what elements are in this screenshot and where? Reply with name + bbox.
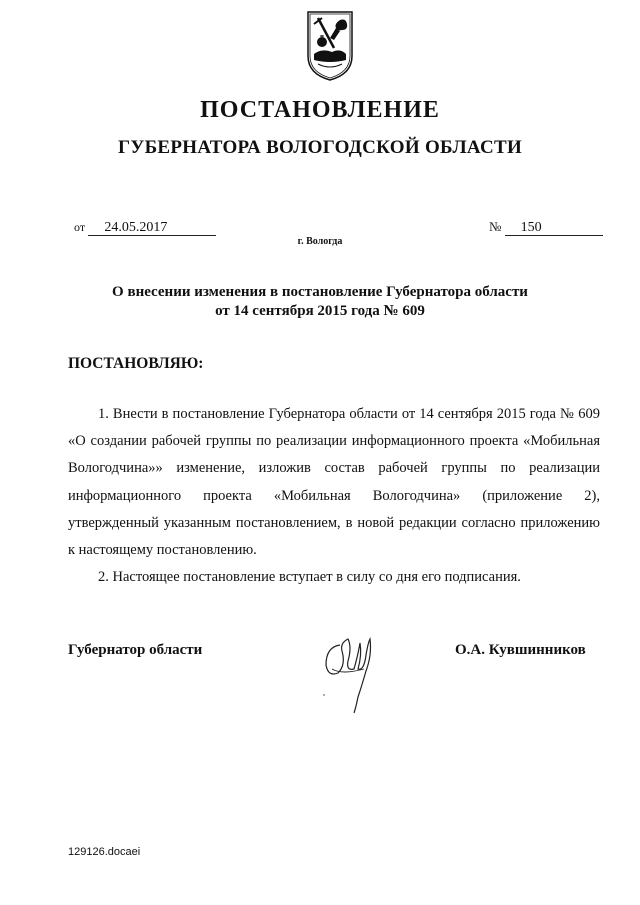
paragraph-1: 1. Внести в постановление Губернатора области от 14 сентября 2015 года № 609 «О создании рабочей группы по реализации информационного проекта «Мобильная Вологодчина»» изменение, изложив состав рабочей группы по реализации информационного проекта «Мобильная Вологодчина» (приложение 2), утвержденный указанным постановлением, в новой редакции согласно приложению к настоящему постановлению. (68, 406, 600, 559)
number-field (489, 219, 603, 236)
handwritten-signature (318, 625, 388, 717)
subject-line-1: О внесении изменения в постановление Губернатора области (112, 284, 528, 300)
document-body (68, 401, 600, 591)
date-value: 24.05.2017 (88, 220, 216, 236)
decree-word: ПОСТАНОВЛЯЮ: (68, 355, 204, 372)
number-label: № (489, 219, 502, 234)
signatory-name: О.А. Кувшинников (455, 642, 586, 658)
city-label: г. Вологда (297, 236, 343, 247)
document-subject (0, 283, 640, 321)
document-title: ПОСТАНОВЛЕНИЕ (200, 97, 440, 123)
coat-of-arms-emblem (300, 4, 360, 84)
paragraph-2: 2. Настоящее постановление вступает в силу со дня его подписания. (98, 569, 521, 586)
date-label: от (74, 220, 86, 234)
file-id: 129126.docaei (68, 846, 141, 858)
subject-line-2: от 14 сентября 2015 года № 609 (215, 303, 425, 319)
signatory-position: Губернатор области (68, 642, 203, 658)
number-value: 150 (505, 220, 603, 236)
date-field (74, 219, 216, 236)
document-subtitle: ГУБЕРНАТОРА ВОЛОГОДСКОЙ ОБЛАСТИ (117, 137, 523, 158)
